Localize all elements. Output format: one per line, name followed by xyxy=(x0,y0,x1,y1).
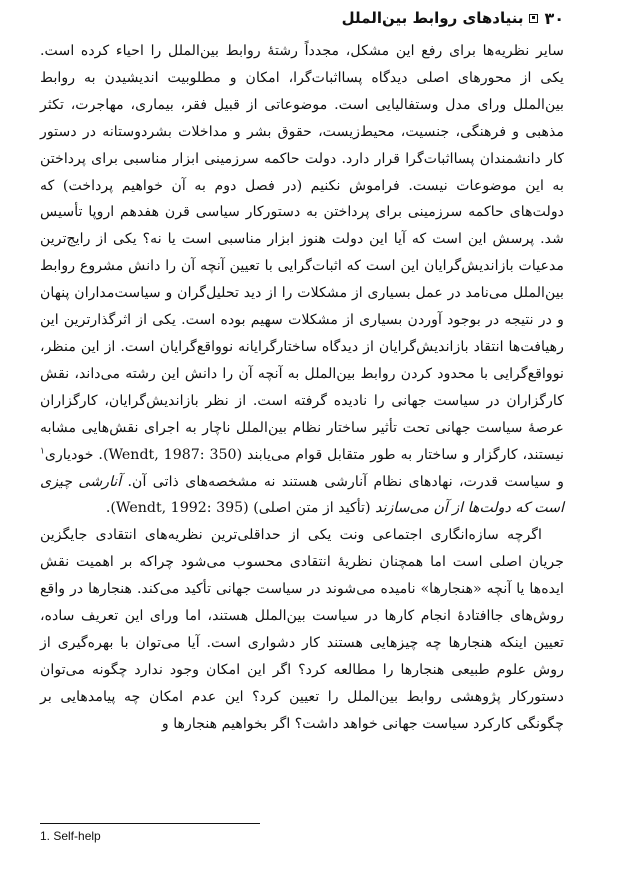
footnote-marker: ۱ xyxy=(40,445,45,456)
paragraph-1 xyxy=(40,38,564,522)
running-title: بنیادهای روابط بین‌الملل xyxy=(341,9,524,27)
page-number: ۳۰ xyxy=(544,8,564,28)
square-bullet-icon xyxy=(529,14,538,23)
paragraph-1-text-3: و سیاست قدرت، نهادهای نظام آنارشی هستند نه مشخصه‌های ذاتی آن. xyxy=(127,473,564,490)
emphasis-note: (تأکید از متن اصلی) xyxy=(253,500,376,517)
paragraph-2: اگرچه سازه‌انگاری اجتماعی ونت یکی از حداقلی‌ترین نظریه‌های انتقادی جایگزین جریان اصلی است اما همچنان نظریهٔ انتقادی محسوب می‌شود چراکه بر اهمیت نقش ایده‌ها یا آنچه «هنجارها» نامیده می‌شوند در سیاست جهانی تأکید می‌کند. هنجارها در واقع روش‌های جاافتادهٔ انجام کارها در سیاست بین‌الملل هستند، اما ورای این تعریف ساده، تعیین اینکه هنجارها چه چیزهایی هستند کار دشواری است. آیا می‌توان با بهره‌گیری از روش علوم طبیعی هنجارها را مطالعه کرد؟ اگر این امکان وجود ندارد چگونه می‌توان دستورکار پژوهشی روابط بین‌الملل را تعیین کرد؟ این عدم امکان چه پیامدهایی بر چگونگی کارکرد سیاست جهانی خواهد داشت؟ اگر بخواهیم هنجارها و xyxy=(40,527,564,732)
running-header xyxy=(40,6,564,30)
citation-wendt-1992: (Wendt, 1992: 395) xyxy=(110,500,249,517)
footnote-divider xyxy=(40,823,260,824)
citation-wendt-1987: (Wendt, 1987: 350) xyxy=(102,446,243,463)
paragraph-1-end: . xyxy=(105,500,111,517)
emphasized-quote: آنارشی چیزی است که دولت‌ها از آن می‌سازند xyxy=(40,473,564,517)
footnote: 1. Self-help xyxy=(40,829,101,843)
paragraph-1-text-2: . خودیاری xyxy=(44,446,103,463)
paragraph-1-text: سایر نظریه‌ها برای رفع این مشکل، مجدداً رشتهٔ روابط بین‌الملل را احیاء کرده است. یکی از محورهای اصلی دیدگاه پسااثبات‌گرا، امکان و مطلوبیت اندیشیدن به روابط بین‌الملل ورای مدل وستفالیایی است. موضوعاتی از قبیل فقر، بیماری، مهاجرت، تکثر مذهبی و فرهنگی، جنسیت، محیط‌زیست، حقوق بشر و مداخلات بشردوستانه در دستور کار دانشمندان پسااثبات‌گرا قرار دارد. دولت حاکمه سرزمینی ابزار مناسبی برای پرداختن به این موضوعات نیست. فراموش نکنیم (در فصل دوم به آن خواهیم پرداخت) که دولت‌های حاکمه سرزمینی برای پرداختن به دستورکار سیاسی قرن هفدهم اروپا تأسیس شد. پرسش این است که آیا این دولت هنوز ابزار مناسبی است یا نه؟ یکی از رایج‌ترین مدعیات بازاندیش‌گرایان این است که اثبات‌گرایی با تعیین آنچه آن را دانش مشروع روابط بین‌الملل می‌نامد در عمل بسیاری از مشکلات را از دید تحلیل‌گران و سیاست‌مداران پنهان و در نتیجه در بوجود آوردن بسیاری از مشکلات سهیم بوده است. یکی از اثرگذارترین این رهیافت‌ها انتقاد بازاندیش‌گرایان از دیدگاه ساختارگرایانه نوواقع‌گرایان است. از این منظر، نوواقع‌گرایی با محدود کردن روابط بین‌الملل به آنچه آن را دانش این رشته می‌داند، نقش کارگزاران در سیاست جهانی را نادیده گرفته است. از نظر بازاندیش‌گرایان، کارگزاران عرصهٔ سیاست جهانی تحت تأثیر ساختار نظام بین‌الملل ناچار به اجرای نقش‌هایی مشابه نیستند، کارگزار و ساختار به طور متقابل قوام می‌یابند xyxy=(40,43,564,463)
body-text xyxy=(40,38,564,738)
